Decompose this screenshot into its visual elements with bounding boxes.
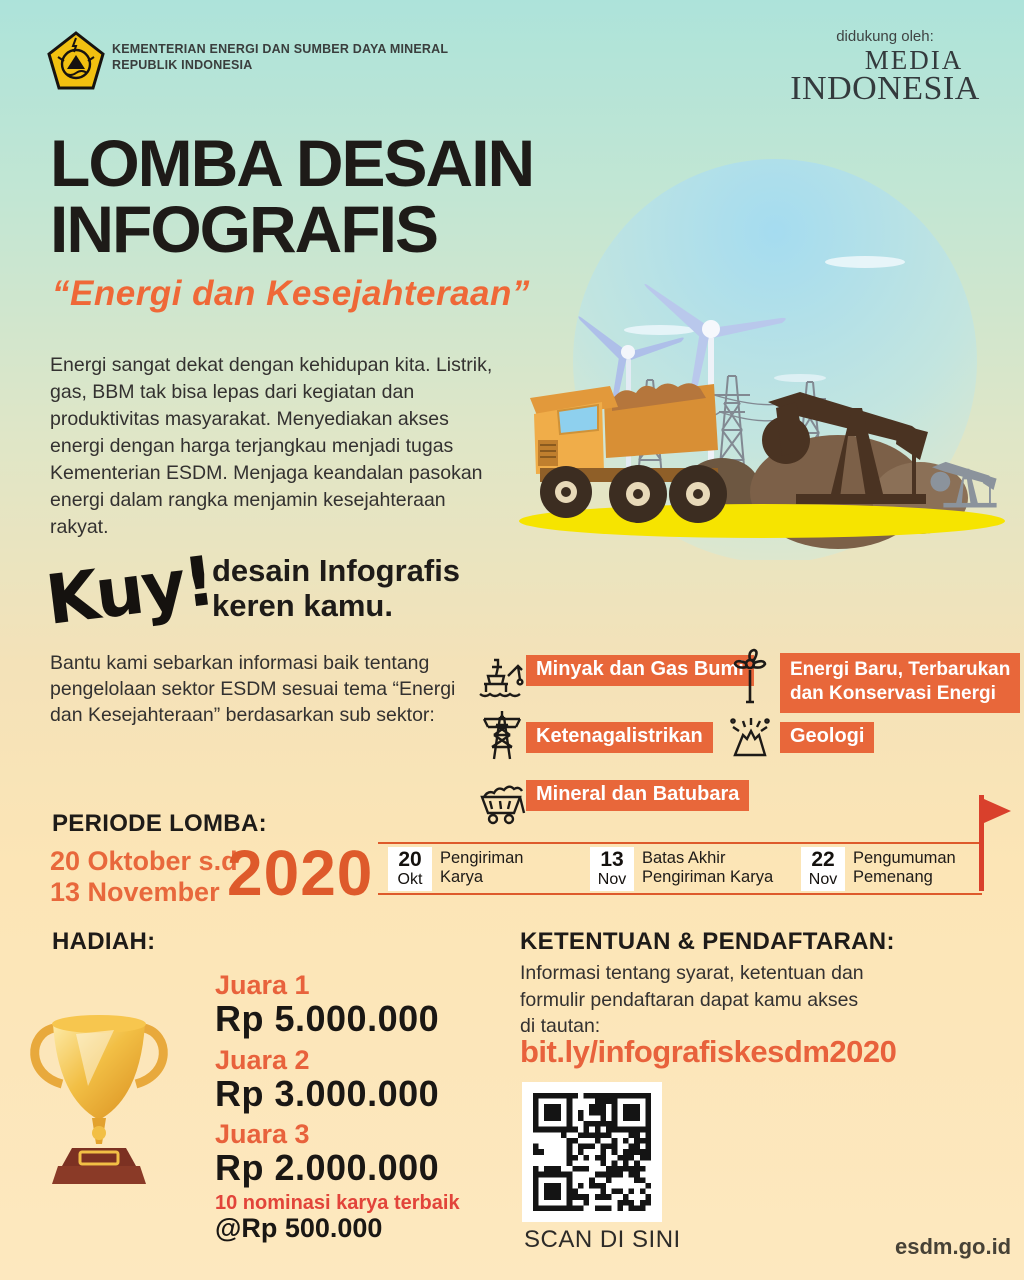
timeline-label: Batas Akhir Pengiriman Karya — [642, 849, 774, 886]
registration-link[interactable]: bit.ly/infografiskesdm2020 — [520, 1034, 897, 1069]
supported-by-label: didukung oleh: — [836, 28, 934, 45]
esdm-ministry-logo-icon — [46, 31, 106, 96]
badge-ebtke-line1: Energi Baru, Terbarukan — [790, 659, 1011, 680]
prize-rank-3: Juara 3 — [215, 1119, 310, 1149]
periode-range-line2: 13 November — [50, 877, 220, 907]
media-indonesia-logo: MEDIA — [864, 45, 964, 75]
registration-body: Informasi tentang syarat, ketentuan dan formulir pendaftaran dapat kamu akses di tautan: — [520, 962, 864, 1037]
media-indonesia-logo-line2: INDONESIA — [790, 69, 980, 107]
flag-icon — [984, 799, 1011, 823]
prize-rank-2: Juara 2 — [215, 1045, 310, 1075]
timeline-date-box — [590, 847, 634, 891]
esdm-website-link[interactable]: esdm.go.id — [895, 1234, 1012, 1259]
cta-line2: keren kamu. — [212, 588, 393, 623]
periode-range — [50, 846, 238, 908]
cta-line1: desain Infografis — [212, 553, 461, 588]
sponsor-block — [780, 28, 990, 106]
timeline-date: 22 — [811, 848, 835, 871]
subsector-intro: Bantu kami sebarkan informasi baik tentang pengelolaan sektor ESDM sesuai tema “Energi dan Kesejahteraan” berdasarkan sub sektor: — [50, 652, 456, 726]
timeline-label: Pengiriman Karya — [440, 849, 524, 886]
prize-rank-1: Juara 1 — [215, 970, 310, 1000]
timeline-date-box — [801, 847, 845, 891]
prize-amount-3: Rp 2.000.000 — [215, 1147, 440, 1188]
periode-heading: PERIODE LOMBA: — [52, 810, 267, 837]
timeline-band — [378, 842, 982, 895]
page-title — [50, 126, 534, 266]
timeline-month: Okt — [397, 871, 423, 888]
nominee-note: 10 nominasi karya terbaik — [215, 1192, 460, 1214]
periode-year: 2020 — [227, 837, 374, 909]
timeline-month: Nov — [808, 871, 838, 888]
theme-subtitle: “Energi dan Kesejahteraan” — [52, 274, 530, 313]
scan-label: SCAN DI SINI — [524, 1226, 681, 1253]
ground — [519, 504, 1005, 538]
transmission-tower-icon — [480, 707, 524, 761]
energy-landscape-illustration — [500, 140, 1024, 565]
badge-geologi: Geologi — [780, 722, 874, 753]
timeline-month: Nov — [597, 871, 627, 888]
badge-minyak-gas: Minyak dan Gas Bumi — [526, 655, 754, 686]
wind-turbine-icon — [731, 648, 769, 706]
ministry-line2: REPUBLIK INDONESIA — [112, 58, 253, 73]
kuy-callout: Kuy! — [41, 542, 218, 641]
prizes-heading: HADIAH: — [52, 928, 156, 955]
title-line1: LOMBA DESAIN — [50, 126, 534, 200]
volcano-icon — [727, 713, 771, 759]
title-line2: INFOGRAFIS — [50, 192, 437, 266]
prize-amount-2: Rp 3.000.000 — [215, 1073, 440, 1114]
prize-amount-1: Rp 5.000.000 — [215, 998, 440, 1039]
qr-code[interactable] — [522, 1082, 662, 1222]
ministry-name — [112, 41, 448, 74]
registration-heading: KETENTUAN & PENDAFTARAN: — [520, 928, 895, 955]
badge-ebtke-line2: dan Konservasi Energi — [790, 682, 996, 704]
mine-cart-icon — [476, 775, 526, 825]
badge-ebtke — [780, 653, 1020, 713]
intro-paragraph: Energi sangat dekat dengan kehidupan kita. Listrik, gas, BBM tak bisa lepas dari kegiatan dan produktivitas masyarakat. Menyediakan akses energi dengan harga terjangkau menjadi tugas Kementerian ESDM. Menjaga keandalan pasokan energi dalam rangka menjamin kesejahteraan rakyat. — [50, 354, 493, 538]
timeline-label: Pengumuman Pemenang — [853, 849, 956, 886]
cta-text — [212, 553, 460, 623]
trophy-icon — [26, 1000, 172, 1197]
badge-mineral-batubara: Mineral dan Batubara — [526, 780, 749, 811]
ministry-line1: KEMENTERIAN ENERGI DAN SUMBER DAYA MINERAL — [112, 42, 449, 56]
timeline-date: 13 — [600, 848, 624, 871]
oil-rig-icon — [478, 650, 524, 700]
periode-range-line1: 20 Oktober s.d — [50, 846, 238, 876]
nominee-amount: @Rp 500.000 — [215, 1213, 383, 1243]
timeline-date: 20 — [398, 848, 422, 871]
badge-ketenagalistrikan: Ketenagalistrikan — [526, 722, 713, 753]
timeline-date-box — [388, 847, 432, 891]
